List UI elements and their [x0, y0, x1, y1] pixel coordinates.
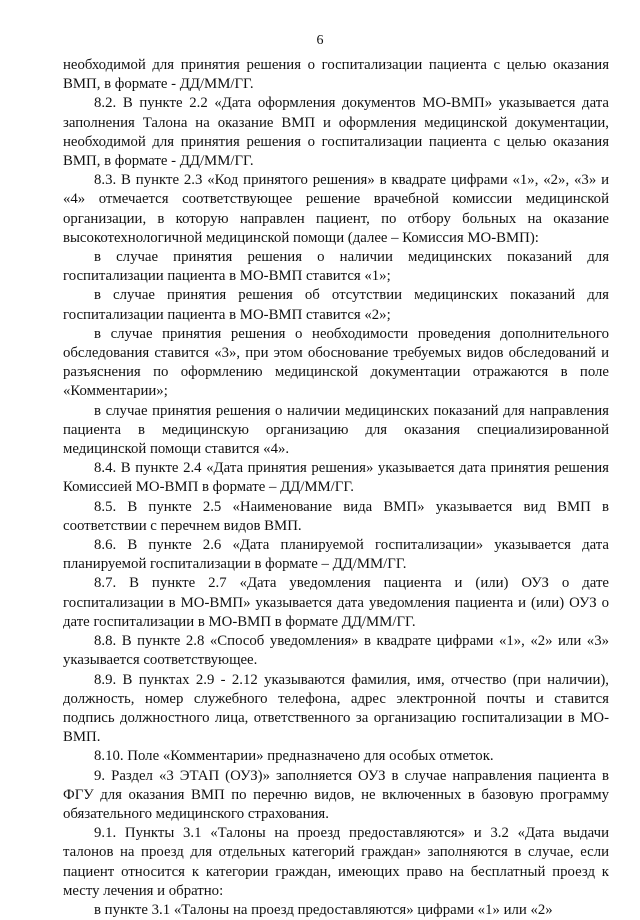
paragraph: в случае принятия решения о наличии медицинских показаний для направления пациента в медицинскую организацию для оказания специализированной медицинской помощи ставится «4».	[63, 402, 609, 458]
document-body	[63, 56, 609, 920]
paragraph: 8.8. В пункте 2.8 «Способ уведомления» в квадрате цифрами «1», «2» или «3» указывается соответствующее.	[63, 633, 609, 669]
paragraph: в случае принятия решения о необходимости проведения дополнительного обследования ставится «3», при этом обоснование требуемых видов обследований и разъяснения по оформлению медицинской документации отражаются в поле «Комментарии»;	[63, 325, 609, 400]
paragraph: в пункте 3.1 «Талоны на проезд предоставляются» цифрами «1» или «2»	[94, 901, 553, 918]
paragraph: 8.7. В пункте 2.7 «Дата уведомления пациента и (или) ОУЗ о дате госпитализации в МО-ВМП» указывается дата уведомления пациента и (или) ОУЗ о дате госпитализации в МО-ВМП в формате ДД/ММ/ГГ.	[63, 575, 609, 630]
paragraph: 8.5. В пункте 2.5 «Наименование вида ВМП» указывается вид ВМП в соответствии с перечнем видов ВМП.	[63, 498, 609, 534]
paragraph: 9.1. Пункты 3.1 «Талоны на проезд предоставляются» и 3.2 «Дата выдачи талонов на проезд для отдельных категорий граждан» заполняются в случае, если пациент относится к категории граждан, имеющих право на бесплатный проезд к месту лечения и обратно:	[63, 825, 609, 899]
paragraph: 8.9. В пунктах 2.9 - 2.12 указываются фамилия, имя, отчество (при наличии), должность, номер служебного телефона, адрес электронной почты и ставится подпись должностного лица, ответственного за организацию госпитализации в МО-ВМП.	[63, 671, 609, 746]
paragraph: 8.10. Поле «Комментарии» предназначено для особых отметок.	[94, 748, 494, 765]
paragraph: 8.6. В пункте 2.6 «Дата планируемой госпитализации» указывается дата планируемой госпитализации в формате – ДД/ММ/ГГ.	[63, 537, 609, 573]
paragraph: 8.2. В пункте 2.2 «Дата оформления документов МО-ВМП» указывается дата заполнения Талона на оказание ВМП и оформления медицинской документации, необходимой для принятия решения о госпитализации пациента с целью оказания ВМП, в формате - ДД/ММ/ГГ.	[63, 95, 609, 170]
paragraph: в случае принятия решения о наличии медицинских показаний для госпитализации пациента в МО-ВМП ставится «1»;	[63, 249, 609, 285]
page-number: 6	[316, 33, 324, 48]
paragraph: 9. Раздел «3 ЭТАП (ОУЗ)» заполняется ОУЗ в случае направления пациента в ФГУ для оказания ВМП по перечню видов, не включенных в базовую программу обязательного медицинского страхования.	[63, 767, 609, 822]
paragraph: 8.3. В пункте 2.3 «Код принятого решения» в квадрате цифрами «1», «2», «3» и «4» отмечается соответствующее решение врачебной комиссии медицинской организации, в которую направлен пациент, по отбору больных на оказание высокотехнологичной медицинской помощи (далее – Комиссия МО-ВМП):	[63, 172, 609, 246]
paragraph: в случае принятия решения об отсутствии медицинских показаний для госпитализации пациента в МО-ВМП ставится «2»;	[63, 287, 609, 323]
paragraph: необходимой для принятия решения о госпитализации пациента с целью оказания ВМП, в формате - ДД/ММ/ГГ.	[63, 57, 609, 93]
paragraph: 8.4. В пункте 2.4 «Дата принятия решения» указывается дата принятия решения Комиссией МО-ВМП в формате – ДД/ММ/ГГ.	[63, 460, 609, 496]
